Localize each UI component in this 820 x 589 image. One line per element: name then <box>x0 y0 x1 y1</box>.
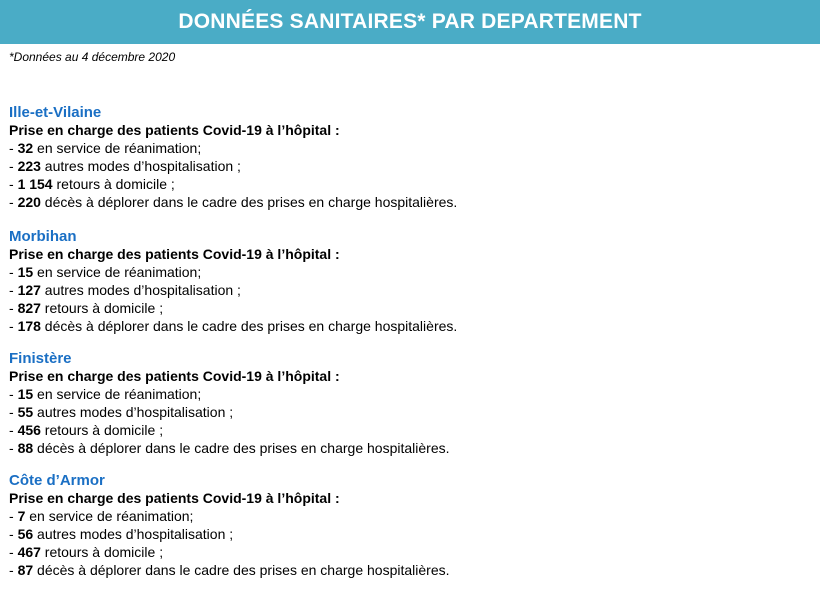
line-prefix: - <box>9 422 18 438</box>
line-prefix: - <box>9 508 18 524</box>
stat-line-hospitalisation <box>9 157 809 175</box>
department-section-cote-d-armor <box>9 471 809 579</box>
line-prefix: - <box>9 440 18 456</box>
stat-value: 55 <box>17 404 34 420</box>
title-banner <box>0 0 820 44</box>
stat-label: décès à déplorer dans le cadre des prises en charge hospitalières. <box>33 562 450 578</box>
stat-value: 87 <box>17 562 34 578</box>
stat-line-hospitalisation <box>9 525 809 543</box>
line-prefix: - <box>9 282 18 298</box>
stat-value: 178 <box>17 318 41 334</box>
stat-line-deces <box>9 193 809 211</box>
stat-label: autres modes d’hospitalisation ; <box>33 404 234 420</box>
data-date-note: *Données au 4 décembre 2020 <box>9 50 176 64</box>
line-prefix: - <box>9 526 18 542</box>
line-prefix: - <box>9 300 18 316</box>
department-name: Morbihan <box>9 228 77 245</box>
stat-label: retours à domicile ; <box>40 300 164 316</box>
stat-value: 456 <box>17 422 41 438</box>
stat-line-reanimation <box>9 263 809 281</box>
stat-label: retours à domicile ; <box>40 544 164 560</box>
stat-value: 15 <box>17 386 34 402</box>
line-prefix: - <box>9 386 18 402</box>
stat-line-hospitalisation <box>9 281 809 299</box>
section-subtitle: Prise en charge des patients Covid-19 à l’hôpital : <box>9 490 340 506</box>
stat-value: 15 <box>17 264 34 280</box>
line-prefix: - <box>9 264 18 280</box>
stat-line-deces <box>9 439 809 457</box>
stat-line-retours <box>9 543 809 561</box>
department-name: Ille-et-Vilaine <box>9 104 102 121</box>
stat-line-hospitalisation <box>9 403 809 421</box>
stat-label: décès à déplorer dans le cadre des prises en charge hospitalières. <box>40 194 458 210</box>
stat-value: 56 <box>17 526 34 542</box>
stat-value: 7 <box>17 508 26 524</box>
stat-label: en service de réanimation; <box>33 264 202 280</box>
stat-label: autres modes d’hospitalisation ; <box>40 282 241 298</box>
department-name: Côte d’Armor <box>9 472 105 489</box>
stat-value: 220 <box>17 194 41 210</box>
stat-label: autres modes d’hospitalisation ; <box>40 158 241 174</box>
department-section-morbihan <box>9 227 809 335</box>
stat-value: 1 154 <box>17 176 53 192</box>
stat-label: décès à déplorer dans le cadre des prises en charge hospitalières. <box>33 440 450 456</box>
stat-value: 467 <box>17 544 41 560</box>
department-name: Finistère <box>9 350 72 367</box>
section-subtitle: Prise en charge des patients Covid-19 à l’hôpital : <box>9 368 340 384</box>
stat-line-deces <box>9 317 809 335</box>
line-prefix: - <box>9 158 18 174</box>
stat-line-retours <box>9 421 809 439</box>
stat-label: en service de réanimation; <box>33 386 202 402</box>
stat-label: décès à déplorer dans le cadre des prises en charge hospitalières. <box>40 318 458 334</box>
department-section-ille-et-vilaine <box>9 103 809 211</box>
stat-label: retours à domicile ; <box>40 422 164 438</box>
stat-line-retours <box>9 175 809 193</box>
line-prefix: - <box>9 544 18 560</box>
line-prefix: - <box>9 404 18 420</box>
line-prefix: - <box>9 194 18 210</box>
stat-label: en service de réanimation; <box>25 508 194 524</box>
stat-line-retours <box>9 299 809 317</box>
section-subtitle: Prise en charge des patients Covid-19 à l’hôpital : <box>9 122 340 138</box>
stat-line-reanimation <box>9 507 809 525</box>
stat-value: 827 <box>17 300 41 316</box>
stat-value: 88 <box>17 440 34 456</box>
line-prefix: - <box>9 318 18 334</box>
department-section-finistere <box>9 349 809 457</box>
section-subtitle: Prise en charge des patients Covid-19 à l’hôpital : <box>9 246 340 262</box>
stat-label: retours à domicile ; <box>52 176 175 192</box>
stat-value: 32 <box>17 140 34 156</box>
stat-label: en service de réanimation; <box>33 140 202 156</box>
stat-value: 127 <box>17 282 41 298</box>
page-title: DONNÉES SANITAIRES* PAR DEPARTEMENT <box>178 10 642 33</box>
stat-line-reanimation <box>9 139 809 157</box>
line-prefix: - <box>9 140 18 156</box>
stat-line-deces <box>9 561 809 579</box>
line-prefix: - <box>9 562 18 578</box>
stat-value: 223 <box>17 158 41 174</box>
line-prefix: - <box>9 176 18 192</box>
stat-label: autres modes d’hospitalisation ; <box>33 526 234 542</box>
stat-line-reanimation <box>9 385 809 403</box>
